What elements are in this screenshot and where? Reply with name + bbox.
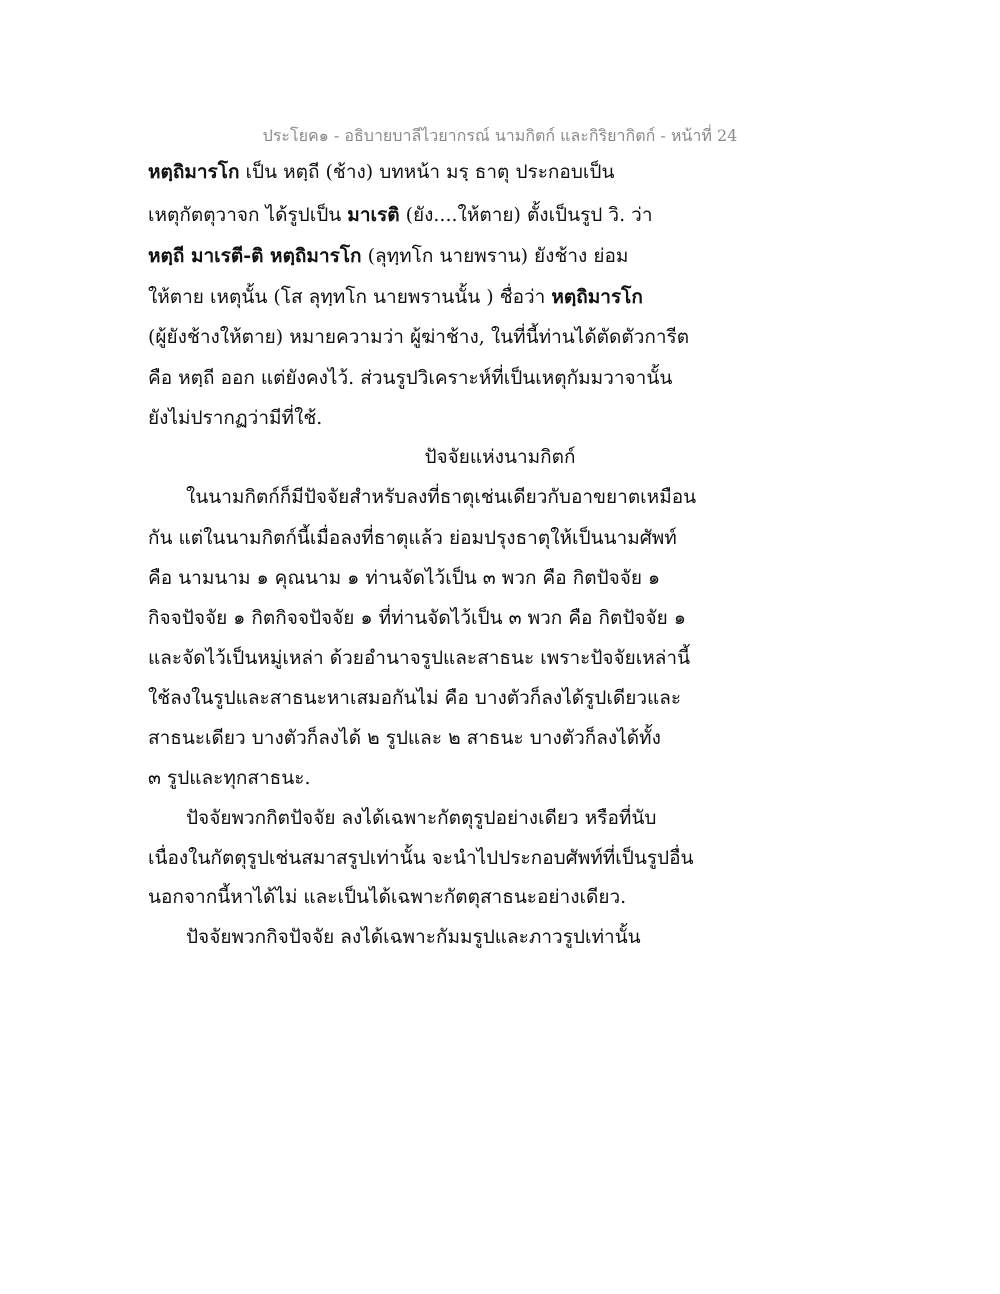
text-line (148, 160, 614, 184)
text-line: สาธนะเดียว บางตัวก็ลงได้ ๒ รูปและ ๒ สาธนะ บางตัวก็ลงได้ทั้ง (148, 727, 661, 749)
text-line: ปัจจัยพวกกิตปัจจัย ลงได้เฉพาะกัตตุรูปอย่างเดียว หรือที่นับ (186, 807, 657, 829)
text-span: (ลุทฺทโก นายพราน) ยังช้าง ย่อม (361, 245, 629, 267)
text-line: นอกจากนี้หาได้ไม่ และเป็นได้เฉพาะกัตตุสาธนะอย่างเดียว. (148, 886, 627, 908)
text-line: ใช้ลงในรูปและสาธนะหาเสมอกันไม่ คือ บางตัวก็ลงได้รูปเดียวและ (148, 687, 682, 709)
text-line: ในนามกิตก์ก็มีปัจจัยสำหรับลงที่ธาตุเช่นเดียวกับอาขยาตเหมือน (186, 486, 697, 508)
bold-term: มาเรติ (347, 204, 400, 226)
text-line (148, 285, 643, 309)
text-line: ๓ รูปและทุกสาธนะ. (148, 767, 311, 789)
bold-term: หตฺถิมารโก (148, 161, 240, 183)
page-header: ประโยค๑ - อธิบายบาลีไวยากรณ์ นามกิตก์ และกิริยากิตก์ - หน้าที่ 24 (262, 126, 738, 145)
section-heading: ปัจจัยแห่งนามกิตก์ (424, 446, 576, 468)
text-line: กิจจปัจจัย ๑ กิตกิจจปัจจัย ๑ ที่ท่านจัดไว้เป็น ๓ พวก คือ กิตปัจจัย ๑ (148, 607, 686, 629)
text-line: ปัจจัยพวกกิจปัจจัย ลงได้เฉพาะกัมมรูปและภาวรูปเท่านั้น (186, 926, 641, 948)
text-span: (ยัง....ให้ตาย) ตั้งเป็นรูป วิ. ว่า (399, 204, 653, 226)
text-span: เหตุกัตตุวาจก ได้รูปเป็น (148, 204, 348, 226)
text-span: ให้ตาย เหตุนั้น (โส ลุทฺทโก นายพรานนั้น ) ชื่อว่า (148, 286, 552, 308)
text-line (148, 203, 653, 227)
text-line: คือ หตฺถี ออก แต่ยังคงไว้. ส่วนรูปวิเคราะห์ที่เป็นเหตุกัมมวาจานั้น (148, 367, 673, 389)
text-line: และจัดไว้เป็นหมู่เหล่า ด้วยอำนาจรูปและสาธนะ เพราะปัจจัยเหล่านี้ (148, 647, 691, 669)
bold-term: หตฺถิมารโก (551, 286, 643, 308)
text-line: คือ นามนาม ๑ คุณนาม ๑ ท่านจัดไว้เป็น ๓ พวก คือ กิตปัจจัย ๑ (148, 567, 661, 589)
text-span: เป็น หตฺถี (ช้าง) บทหน้า มรฺ ธาตุ ประกอบเป็น (239, 161, 615, 183)
text-line: (ผู้ยังช้างให้ตาย) หมายความว่า ผู้ฆ่าช้าง, ในที่นี้ท่านได้ตัดตัวการีต (148, 326, 690, 348)
text-line: เนื่องในกัตตุรูปเช่นสมาสรูปเท่านั้น จะนำไปประกอบศัพท์ที่เป็นรูปอื่น (148, 847, 694, 869)
text-line (148, 244, 628, 268)
text-line: ยังไม่ปรากฏว่ามีที่ใช้. (148, 407, 323, 429)
bold-term: หตฺถี มาเรตี-ติ หตฺถิมารโก (148, 245, 362, 267)
text-line: กัน แต่ในนามกิตก์นี้เมื่อลงที่ธาตุแล้ว ย่อมปรุงธาตุให้เป็นนามศัพท์ (148, 527, 677, 549)
